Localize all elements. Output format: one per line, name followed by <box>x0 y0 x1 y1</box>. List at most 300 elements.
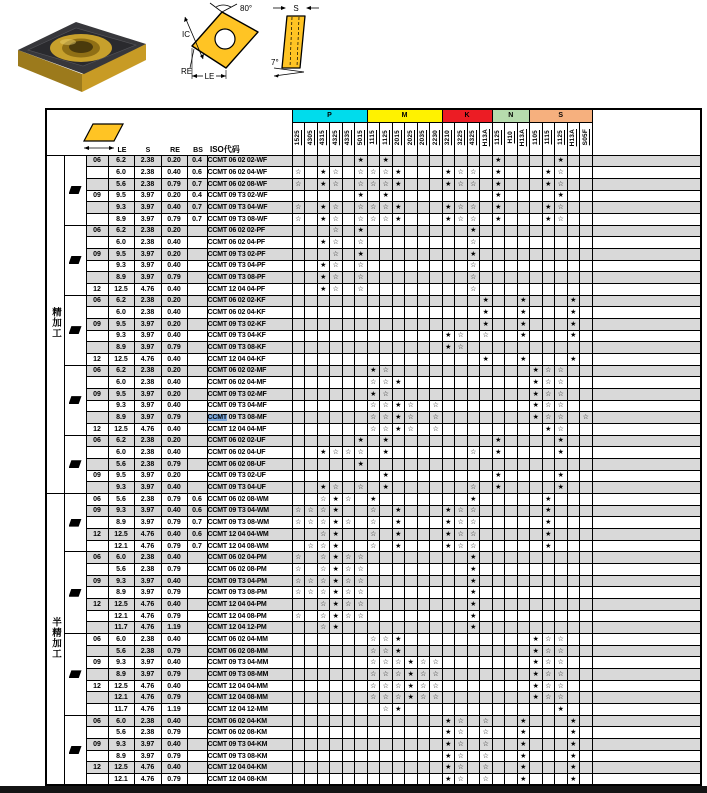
star-cell <box>567 622 580 634</box>
star-cell: ☆ <box>367 202 380 214</box>
star-cell <box>492 599 505 611</box>
star-cell <box>480 377 493 389</box>
star-cell <box>542 552 555 564</box>
star-cell <box>517 493 530 505</box>
spare-cell <box>592 225 701 237</box>
star-cell <box>430 575 443 587</box>
size-cell <box>86 587 108 599</box>
star-cell: ★ <box>517 295 530 307</box>
star-cell <box>317 155 330 167</box>
label-s: S <box>293 4 299 13</box>
star-cell <box>417 447 430 459</box>
star-cell <box>505 482 518 494</box>
star-cell <box>417 202 430 214</box>
star-cell <box>405 225 418 237</box>
insert-row <box>46 388 701 400</box>
star-cell <box>580 213 593 225</box>
iso-code-cell: CCMT 09 T3 04-KF <box>207 330 292 342</box>
size-cell: 09 <box>86 318 108 330</box>
star-cell <box>517 692 530 704</box>
star-cell <box>580 727 593 739</box>
iso-code-cell: CCMT 09 T3 08-MF <box>207 412 292 424</box>
star-cell <box>542 225 555 237</box>
s-cell: 3.97 <box>134 330 161 342</box>
star-cell <box>330 295 343 307</box>
star-cell: ★ <box>330 540 343 552</box>
star-cell <box>517 225 530 237</box>
spare-cell <box>592 307 701 319</box>
insert-row <box>46 715 701 727</box>
le-cell: 12.5 <box>108 599 134 611</box>
star-cell <box>517 587 530 599</box>
star-cell <box>405 260 418 272</box>
le-cell: 6.2 <box>108 295 134 307</box>
star-cell <box>367 295 380 307</box>
geometry-icon-wm <box>69 519 82 527</box>
star-cell <box>292 727 305 739</box>
insert-row <box>46 762 701 774</box>
bs-cell <box>187 400 207 412</box>
star-cell <box>542 587 555 599</box>
star-cell <box>305 213 318 225</box>
spare-cell <box>592 680 701 692</box>
le-cell: 9.5 <box>108 470 134 482</box>
star-cell: ★ <box>330 529 343 541</box>
star-cell <box>580 669 593 681</box>
s-cell: 3.97 <box>134 342 161 354</box>
star-cell <box>342 190 355 202</box>
iso-code-cell: CCMT 06 02 02-UF <box>207 435 292 447</box>
star-cell <box>305 645 318 657</box>
iso-code-cell: CCMT 09 T3 04-WM <box>207 505 292 517</box>
star-cell <box>405 295 418 307</box>
star-cell: ☆ <box>455 774 468 786</box>
star-cell <box>305 529 318 541</box>
star-cell: ★ <box>392 178 405 190</box>
star-cell <box>530 353 543 365</box>
star-cell <box>530 458 543 470</box>
le-cell: 9.3 <box>108 575 134 587</box>
size-cell <box>86 447 108 459</box>
star-cell <box>442 470 455 482</box>
star-cell <box>405 517 418 529</box>
size-cell <box>86 692 108 704</box>
star-cell <box>330 458 343 470</box>
star-cell: ☆ <box>455 750 468 762</box>
re-cell: 0.40 <box>161 575 187 587</box>
star-cell: ☆ <box>542 669 555 681</box>
star-cell <box>492 248 505 260</box>
s-cell: 2.38 <box>134 727 161 739</box>
iso-code-cell: CCMT 12 04 04-MM <box>207 680 292 692</box>
star-cell <box>380 739 393 751</box>
star-cell <box>305 692 318 704</box>
spare-cell <box>592 330 701 342</box>
star-cell <box>305 307 318 319</box>
grade-col-M-2035: 2035 <box>417 122 430 155</box>
insert-row <box>46 493 701 505</box>
star-cell <box>292 435 305 447</box>
star-cell <box>530 330 543 342</box>
star-cell <box>405 750 418 762</box>
star-cell <box>542 295 555 307</box>
star-cell <box>342 739 355 751</box>
star-cell: ★ <box>367 493 380 505</box>
star-cell: ☆ <box>317 610 330 622</box>
insert-side-drawing <box>270 2 322 88</box>
material-band-S: S <box>530 109 593 122</box>
re-cell: 0.20 <box>161 248 187 260</box>
size-cell: 12 <box>86 423 108 435</box>
star-cell: ☆ <box>380 634 393 646</box>
star-cell <box>467 295 480 307</box>
star-cell <box>292 680 305 692</box>
star-cell: ☆ <box>467 447 480 459</box>
star-cell: ☆ <box>355 283 368 295</box>
star-cell <box>455 680 468 692</box>
star-cell: ★ <box>442 342 455 354</box>
star-cell <box>417 435 430 447</box>
insert-row <box>46 540 701 552</box>
star-cell: ★ <box>392 202 405 214</box>
star-cell: ☆ <box>292 505 305 517</box>
star-cell <box>442 645 455 657</box>
star-cell <box>430 388 443 400</box>
star-cell <box>567 529 580 541</box>
bs-cell <box>187 622 207 634</box>
star-cell <box>567 365 580 377</box>
star-cell <box>317 342 330 354</box>
star-cell <box>517 482 530 494</box>
star-cell <box>505 435 518 447</box>
s-cell: 4.76 <box>134 704 161 716</box>
star-cell <box>442 423 455 435</box>
re-cell: 0.79 <box>161 272 187 284</box>
s-cell: 2.38 <box>134 715 161 727</box>
star-cell: ☆ <box>542 365 555 377</box>
bs-cell <box>187 739 207 751</box>
star-cell <box>305 377 318 389</box>
star-cell <box>305 167 318 179</box>
star-cell <box>405 622 418 634</box>
star-cell <box>492 634 505 646</box>
star-cell <box>567 178 580 190</box>
star-cell <box>417 610 430 622</box>
le-cell: 5.6 <box>108 458 134 470</box>
star-cell <box>305 237 318 249</box>
star-cell <box>492 272 505 284</box>
star-cell <box>405 377 418 389</box>
star-cell <box>480 704 493 716</box>
s-cell: 4.76 <box>134 540 161 552</box>
re-cell: 0.40 <box>161 353 187 365</box>
star-cell <box>392 750 405 762</box>
star-cell <box>455 645 468 657</box>
star-cell <box>467 190 480 202</box>
star-cell <box>580 517 593 529</box>
insert-row <box>46 657 701 669</box>
star-cell <box>330 669 343 681</box>
insert-row <box>46 529 701 541</box>
le-cell: 12.1 <box>108 692 134 704</box>
star-cell <box>492 645 505 657</box>
star-cell <box>580 692 593 704</box>
le-cell: 5.6 <box>108 178 134 190</box>
star-cell <box>492 575 505 587</box>
star-cell <box>542 283 555 295</box>
star-cell <box>567 564 580 576</box>
s-cell: 2.38 <box>134 377 161 389</box>
star-cell <box>392 622 405 634</box>
star-cell <box>392 353 405 365</box>
star-cell: ☆ <box>367 692 380 704</box>
star-cell <box>367 248 380 260</box>
re-cell: 0.20 <box>161 470 187 482</box>
star-cell <box>455 657 468 669</box>
star-cell <box>380 330 393 342</box>
star-cell: ☆ <box>467 178 480 190</box>
star-cell <box>430 190 443 202</box>
star-cell <box>480 260 493 272</box>
star-cell <box>292 412 305 424</box>
star-cell <box>292 318 305 330</box>
star-cell <box>367 739 380 751</box>
star-cell <box>517 599 530 611</box>
star-cell <box>330 353 343 365</box>
star-cell: ★ <box>392 634 405 646</box>
star-cell <box>455 423 468 435</box>
star-cell <box>492 342 505 354</box>
star-cell <box>430 447 443 459</box>
star-cell <box>405 493 418 505</box>
star-cell <box>292 248 305 260</box>
iso-code-cell: CCMT 09 T3 02-UF <box>207 470 292 482</box>
star-cell <box>442 365 455 377</box>
star-cell <box>542 155 555 167</box>
star-cell <box>480 155 493 167</box>
star-cell <box>542 353 555 365</box>
star-cell <box>330 155 343 167</box>
star-cell <box>567 412 580 424</box>
star-cell <box>580 540 593 552</box>
re-cell: 0.40 <box>161 680 187 692</box>
iso-code-cell: CCMT 12 04 08-MM <box>207 692 292 704</box>
star-cell <box>442 669 455 681</box>
star-cell <box>455 260 468 272</box>
star-cell: ★ <box>442 540 455 552</box>
grade-col-M-1115: 1115 <box>367 122 380 155</box>
bs-cell <box>187 727 207 739</box>
star-cell <box>430 727 443 739</box>
bs-cell <box>187 634 207 646</box>
star-cell <box>455 634 468 646</box>
le-cell: 6.0 <box>108 307 134 319</box>
s-cell: 3.97 <box>134 248 161 260</box>
size-cell: 06 <box>86 155 108 167</box>
star-cell: ★ <box>555 447 568 459</box>
star-cell: ☆ <box>380 645 393 657</box>
star-cell: ★ <box>317 167 330 179</box>
star-cell <box>455 482 468 494</box>
star-cell <box>405 774 418 786</box>
star-cell <box>342 248 355 260</box>
bs-cell <box>187 458 207 470</box>
star-cell <box>580 237 593 249</box>
star-cell <box>467 715 480 727</box>
spare-cell <box>592 669 701 681</box>
star-cell <box>467 645 480 657</box>
re-cell: 0.40 <box>161 715 187 727</box>
star-cell <box>292 634 305 646</box>
star-cell: ☆ <box>542 680 555 692</box>
le-cell: 12.1 <box>108 610 134 622</box>
star-cell: ★ <box>555 190 568 202</box>
star-cell <box>405 540 418 552</box>
star-cell <box>417 540 430 552</box>
star-cell: ★ <box>442 213 455 225</box>
star-cell <box>392 587 405 599</box>
iso-code-cell: CCMT 06 02 02-WF <box>207 155 292 167</box>
grade-availability-table <box>45 108 702 786</box>
star-cell: ★ <box>555 470 568 482</box>
re-cell: 0.20 <box>161 435 187 447</box>
star-cell <box>305 318 318 330</box>
star-cell: ★ <box>542 517 555 529</box>
star-cell <box>467 704 480 716</box>
star-cell <box>292 470 305 482</box>
star-cell <box>555 715 568 727</box>
star-cell <box>342 237 355 249</box>
iso-code-cell: CCMT 09 T3 08-PM <box>207 587 292 599</box>
spare-cell <box>592 447 701 459</box>
star-cell <box>517 213 530 225</box>
star-cell: ★ <box>442 178 455 190</box>
star-cell: ★ <box>542 167 555 179</box>
star-cell: ★ <box>542 202 555 214</box>
star-cell <box>380 762 393 774</box>
star-cell <box>342 634 355 646</box>
size-cell <box>86 774 108 786</box>
insert-row <box>46 704 701 716</box>
star-cell <box>505 669 518 681</box>
s-cell: 4.76 <box>134 692 161 704</box>
star-cell <box>492 727 505 739</box>
star-cell <box>517 575 530 587</box>
star-cell: ★ <box>517 307 530 319</box>
star-cell <box>530 167 543 179</box>
insert-row <box>46 645 701 657</box>
star-cell: ★ <box>330 564 343 576</box>
star-cell <box>530 272 543 284</box>
re-cell: 0.20 <box>161 295 187 307</box>
star-cell <box>342 540 355 552</box>
star-cell <box>417 774 430 786</box>
star-cell <box>455 248 468 260</box>
star-cell <box>330 645 343 657</box>
insert-row <box>46 727 701 739</box>
iso-code-cell: CCMT 09 T3 04-MM <box>207 657 292 669</box>
size-cell: 09 <box>86 190 108 202</box>
star-cell <box>355 634 368 646</box>
star-cell <box>430 715 443 727</box>
star-cell <box>392 248 405 260</box>
star-cell <box>555 248 568 260</box>
star-cell: ☆ <box>455 540 468 552</box>
star-cell <box>442 599 455 611</box>
iso-code-cell: CCMT 12 04 04-KM <box>207 762 292 774</box>
star-cell <box>355 762 368 774</box>
star-cell: ★ <box>442 750 455 762</box>
star-cell <box>580 307 593 319</box>
star-cell: ☆ <box>380 704 393 716</box>
star-cell <box>505 388 518 400</box>
star-cell <box>330 190 343 202</box>
star-cell <box>442 680 455 692</box>
star-cell: ★ <box>530 412 543 424</box>
star-cell: ☆ <box>317 599 330 611</box>
s-cell: 3.97 <box>134 388 161 400</box>
star-cell <box>480 540 493 552</box>
star-cell <box>442 575 455 587</box>
star-cell <box>405 365 418 377</box>
s-cell: 3.97 <box>134 470 161 482</box>
star-cell <box>480 657 493 669</box>
star-cell <box>367 155 380 167</box>
star-cell <box>342 178 355 190</box>
re-cell: 0.40 <box>161 307 187 319</box>
star-cell <box>292 704 305 716</box>
star-cell <box>492 552 505 564</box>
star-cell <box>317 692 330 704</box>
star-cell <box>305 248 318 260</box>
star-cell <box>492 388 505 400</box>
star-cell <box>555 225 568 237</box>
le-cell: 6.2 <box>108 365 134 377</box>
iso-code-cell: CCMT 09 T3 08-KM <box>207 750 292 762</box>
band-row <box>46 109 701 122</box>
spare-cell <box>592 190 701 202</box>
star-cell <box>567 575 580 587</box>
iso-code-cell: CCMT 06 02 02-KF <box>207 295 292 307</box>
size-cell <box>86 260 108 272</box>
star-cell: ☆ <box>292 178 305 190</box>
s-cell: 4.76 <box>134 622 161 634</box>
size-cell <box>86 202 108 214</box>
insert-row <box>46 178 701 190</box>
star-cell <box>305 552 318 564</box>
bs-cell: 0.6 <box>187 505 207 517</box>
insert-row <box>46 517 701 529</box>
star-cell <box>517 529 530 541</box>
star-cell: ☆ <box>467 517 480 529</box>
le-cell: 8.9 <box>108 587 134 599</box>
insert-row <box>46 202 701 214</box>
grade-col-K-4325: 4325 <box>467 122 480 155</box>
spare-cell <box>592 272 701 284</box>
star-cell <box>342 645 355 657</box>
le-cell: 9.3 <box>108 739 134 751</box>
geometry-cell-KM <box>64 715 86 785</box>
star-cell: ★ <box>467 587 480 599</box>
star-cell <box>555 307 568 319</box>
star-cell <box>505 493 518 505</box>
star-cell: ★ <box>355 248 368 260</box>
grade-col-P-4335: 4335 <box>342 122 355 155</box>
star-cell <box>292 692 305 704</box>
star-cell <box>405 388 418 400</box>
star-cell <box>580 762 593 774</box>
star-cell <box>430 213 443 225</box>
